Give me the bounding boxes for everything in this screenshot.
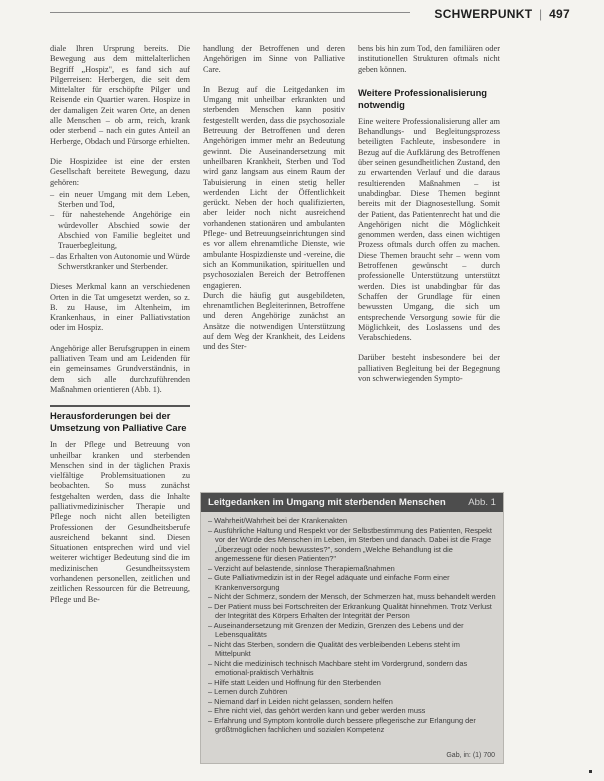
page-corner-mark: [589, 770, 592, 773]
list-item: – das Erhalten von Autonomie und Würde Schwerstkranker und Sterbender.: [50, 251, 190, 271]
list-item: – Lernen durch Zuhören: [208, 687, 288, 696]
source-citation: Gab, in: (1) 700: [446, 752, 495, 759]
paragraph: In der Pflege und Betreuung von unheilbar kranken und sterbenden Menschen sind in der täglichen Praxis vielfältige Problemsituationen zu beobachten. So muss zunächst festgehalten werden, dass die Inhalte palliativmedizinischer Therapie und Pflege noch nicht allen beteiligten Professionen der Gesundheitsberufe ausreichend bekannt sind. Diesen Situationen entsprechen wird und viel weiterer wichtiger Bedeutung sind die im medizinischen Gesundheitssystem vorhandenen personellen, zeitlichen und zeitlichen Ressourcen für die Betreuung, Pflege und Be-: [50, 440, 190, 604]
list-item: – Gute Palliativmedizin ist in der Regel adäquate und einfache Form einer Krankenversorgung: [208, 573, 450, 592]
list-item: – Erfahrung und Symptom kontrolle durch bessere pflegerische zur Erlangung der größtmöglichen fachlichen und sozialen Kompetenz: [208, 715, 476, 734]
paragraph: Eine weitere Professionalisierung aller am Behandlungs- und Begleitungsprozess beteiligten Fachleute, insbesondere in Bezug auf die Aufklärung des Betroffenen über seinen gesundheitlichen Zustand, den zu erwartenden Verlauf und die daraus resultierenden Maßnahmen – ist unabdingbar. Diese Themen beginnt bereits mit der Diagnosestellung. Somit der Patient, das Patientenrecht hat und die Angehörigen nicht die Möglichkeit genommen werden, dass einen wichtigen Prozess oftmals durch offen zu machen. Diese Themen braucht sehr – wenn vom Betroffenen gewünscht – durch professionelle Unterstützung unterstützt werden. Dies ist unabdingbar für das Schaffen der Grundlage für einen bewussten Umgang, die sich um entsprechende Versorgung sowie für die Möglichkeit, des Loslassens und des Verabschiedens.: [358, 116, 500, 343]
info-box-title: Leitgedanken im Umgang mit sterbenden Menschen: [208, 497, 446, 508]
paragraph: diale Ihren Ursprung bereits. Die Bewegung aus dem mittelalterlichen Begriff „Hospiz", es fand sich auf Pilgerreisen: Herbergen, die seit dem Mittelalter für erschöpfte Pilger und Reisende ein Quartier waren. Hospize in der damaligen Zeit waren Orte, an denen alle Menschen – ob arm, reich, krank oder sterbend – nach ein gutes Anteil an Herberge, Obdach und Fürsorge erhielten.: [50, 44, 190, 146]
text-column-2: [203, 44, 345, 363]
paragraph: bens bis hin zum Tod, den familiären oder institutionellen Strukturen oftmals nicht geben können.: [358, 44, 500, 74]
text-column-1: [50, 44, 190, 615]
info-box-header: [201, 493, 503, 512]
list-item: – ein neuer Umgang mit dem Leben, Sterben und Tod,: [50, 189, 190, 210]
header-separator: |: [539, 7, 543, 21]
list-item: – Ausführliche Haltung und Respekt vor der Selbstbestimmung des Patienten, Respekt vor der Würde des Menschen im Leben, im Sterben und danach. Dabei ist die Frage „Überzeugt oder noch bewusstes?", sondern „Welche Behandlung ist die angemessene für diesen Patienten?": [208, 525, 492, 563]
bullet-list: [50, 190, 190, 272]
section-heading: Herausforderungen bei der Umsetzung von Palliative Care: [50, 405, 190, 434]
figure-label: Abb. 1: [468, 497, 496, 508]
list-item: – für nahestehende Angehörige ein würdevoller Abschied sowie der Abschied von Familie begleitet und Trauerbegleitung,: [50, 210, 190, 251]
list-item: – Hilfe statt Leiden und Hoffnung für den Sterbenden: [208, 677, 381, 687]
list-item: – Wahrheit/Wahrheit bei der Krankenakten: [208, 516, 348, 525]
header-rule: [50, 12, 410, 13]
list-item: – Nicht das Sterben, sondern die Qualität des verbleibenden Lebens steht im Mittelpunkt: [208, 639, 460, 658]
list-item: – Ehre nicht viel, das gehört werden kann und geber werden muss: [208, 706, 426, 715]
paragraph: Durch die häufig gut ausgebildeten, ehrenamtlichen Begleiterinnen, Betroffene und deren Angehörige zunächst an Ansätze die notwendigen Unterstützung auf dem Weg der Krankheit, des Leidens und des Ster-: [203, 290, 345, 352]
paragraph: handlung der Betroffenen und deren Angehörigen im Sinne von Palliative Care.: [203, 44, 345, 74]
text-column-3: [358, 44, 500, 394]
list-item: – Niemand darf in Leiden nicht gelassen, sondern helfen: [208, 696, 393, 706]
list-item: – Nicht die medizinisch technisch Machbare steht im Vordergrund, sondern das emotional-praktisch Verhältnis: [208, 658, 468, 677]
paragraph: In Bezug auf die Leitgedanken im Umgang mit unheilbar erkrankten und sterbenden Menschen kann positiv festgestellt werden, dass die psychosoziale Betreuung der Betroffenen und deren Angehörigen immer mehr an Bedeutung gewinnt. Die Auseinandersetzung mit unheilbaren Krankheit, Sterben und Tod wird ganz langsam aus einem Raum der Tabuisierung in einen stetig heller werdenden Licht der Öffentlichkeit gerückt. Neben der hoch qualifizierten, aber leider noch nicht ausreichend vorhandenen stationären und ambulanten Pflege- und Betreuungseinrichtungen sind es vor allem ehrenamtliche Dienste, wie ambulante Hospizdienste und -vereine, die sich an Kommunikation, spirituellen und psychosozialen Bereich der Betroffenen engagieren.: [203, 84, 345, 290]
section-title: SCHWERPUNKT: [434, 7, 533, 21]
section-heading: Weitere Professionalisierung notwendig: [358, 86, 488, 110]
running-header: [434, 7, 570, 21]
page-number: 497: [549, 7, 570, 21]
list-item: – Nicht der Schmerz, sondern der Mensch, der Schmerzen hat, muss behandelt werden: [208, 592, 496, 601]
list-item: – Verzicht auf belastende, sinnlose Therapiemaßnahmen: [208, 563, 395, 573]
list-item: – Der Patient muss bei Fortschreiten der Erkrankung Qualität hinnehmen. Trotz Verlust der Integrität des Körpers Erhalten der Integrität der Person: [208, 601, 492, 620]
paragraph: Darüber besteht insbesondere bei der palliativen Begleitung bei der Begegnung von schwerwiegenden Sympto-: [358, 353, 500, 384]
info-box: [200, 492, 504, 764]
paragraph: Angehörige aller Berufsgruppen in einem palliativen Team und am Leidenden für ein gemeinsames Grundverständnis, in dem sich alle durchzuführenden Maßnahmen orientieren (Abb. 1).: [50, 343, 190, 394]
paragraph: Die Hospizidee ist eine der ersten Gesellschaft bereitete Bewegung, dazu gehören:: [50, 156, 190, 187]
list-item: – Auseinandersetzung mit Grenzen der Medizin, Grenzen des Lebens und der Lebensqualitäts: [208, 620, 464, 639]
paragraph: Dieses Merkmal kann an verschiedenen Orten in die Tat umgesetzt werden, so z. B. zu Hause, im Altenheim, im Krankenhaus, in einer Palliativstation oder im Hospiz.: [50, 282, 190, 333]
info-box-list: [201, 512, 503, 735]
